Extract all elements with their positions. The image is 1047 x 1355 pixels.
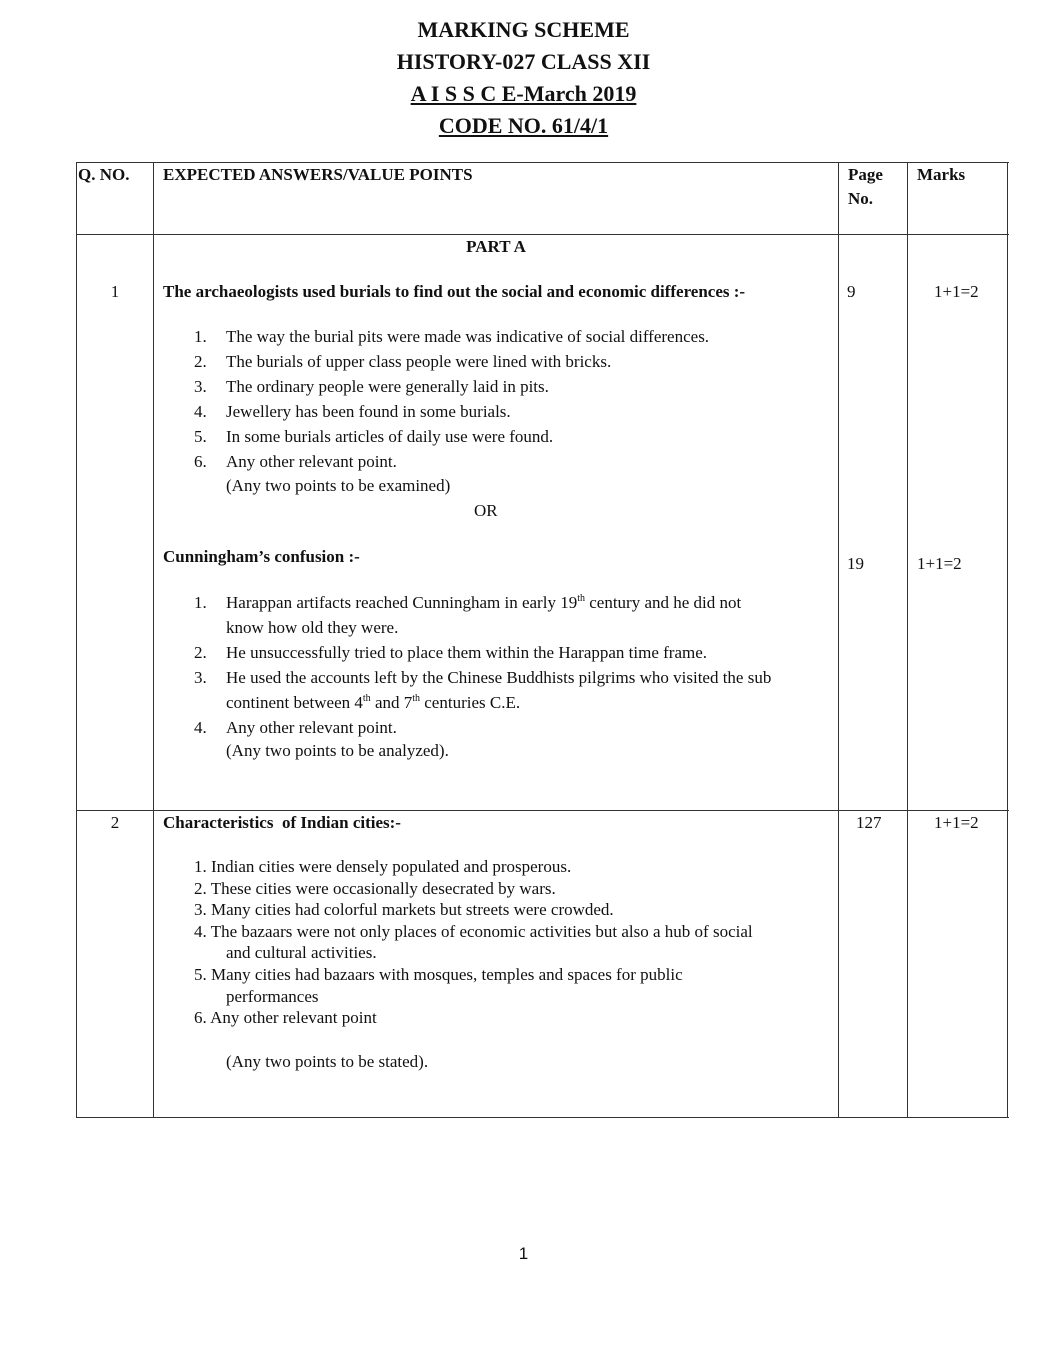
q1-point-number: 5. [194, 427, 207, 446]
q2-points [194, 856, 834, 1029]
page-number: 1 [518, 1244, 529, 1263]
q1-point-number: 6. [194, 452, 207, 471]
part-label: PART A [466, 237, 526, 256]
q2-point-number: 3. [194, 900, 207, 920]
table-border-left [76, 162, 77, 1118]
q1-point-text: Any other relevant point. [226, 452, 397, 471]
text-run: know how old they were. [226, 618, 399, 637]
q2-point-text: Many cities had colorful markets but streets were crowded. [211, 900, 614, 920]
q1-point-text: In some burials articles of daily use were found. [226, 427, 554, 446]
title-marking-scheme: MARKING SCHEME [417, 17, 630, 42]
q1-alt-point-text: He unsuccessfully tried to place them within the Harappan time frame. [226, 643, 708, 662]
text-run: Harappan artifacts reached Cunningham in early 19 [226, 593, 578, 612]
q2-point-number: 2. [194, 878, 207, 898]
header-qno: Q. NO. [78, 165, 130, 184]
q1-alt-point-number: 2. [194, 643, 207, 662]
list-item [194, 349, 834, 374]
table-border-bottom [76, 1117, 1009, 1118]
list-item [194, 964, 834, 986]
list-item [194, 590, 834, 640]
list-item [194, 424, 834, 449]
q1-point-number: 3. [194, 377, 207, 396]
q1-note: (Any two points to be examined) [226, 476, 451, 495]
q2-point-text: The bazaars were not only places of economic activities but also a hub of social [210, 921, 753, 941]
table-col-divider-2 [838, 162, 839, 1118]
list-item [194, 856, 834, 878]
superscript: th [362, 693, 371, 704]
q1-alt-point-number: 4. [194, 718, 207, 737]
title-code: CODE NO. 61/4/1 [438, 113, 609, 138]
q2-point-text: Any other relevant point [210, 1008, 377, 1028]
q1-marks: 1+1=2 [934, 282, 979, 301]
q1-point-text: The burials of upper class people were lined with bricks. [226, 352, 612, 371]
q1-page: 9 [847, 282, 856, 301]
q2-point-text: Many cities had bazaars with mosques, temples and spaces for public [211, 964, 683, 984]
q1-alt-point-text: Any other relevant point. [226, 718, 397, 737]
list-item [194, 449, 834, 474]
header-page-line1: Page [848, 165, 883, 184]
text-run: century and he did not [584, 593, 742, 612]
list-item [194, 374, 834, 399]
q1-point-text: The way the burial pits were made was indicative of social differences. [226, 327, 710, 346]
q1-alt-points [194, 590, 834, 740]
q1-alt-page: 19 [847, 554, 864, 573]
q1-alt-note: (Any two points to be analyzed). [226, 741, 449, 760]
superscript: th [577, 593, 585, 604]
superscript: th [412, 693, 421, 704]
q1-alt-point-number: 3. [194, 668, 207, 687]
list-item-continuation: performances [226, 986, 319, 1006]
list-item [194, 921, 834, 943]
text-run: continent between 4 [226, 693, 363, 712]
title-exam: A I S S C E-March 2019 [410, 81, 637, 106]
q2-marks: 1+1=2 [934, 813, 979, 832]
q2-page: 127 [856, 813, 882, 832]
table-border-right [1007, 162, 1008, 1118]
q1-point-text: The ordinary people were generally laid in pits. [226, 377, 549, 396]
q1-alt-point-number: 1. [194, 593, 207, 612]
q1-points [194, 324, 834, 474]
q1-point-number: 1. [194, 327, 207, 346]
q2-number: 2 [110, 813, 120, 832]
list-item [194, 899, 834, 921]
list-item [194, 399, 834, 424]
list-item [194, 640, 834, 665]
q2-point-number: 1. [194, 857, 207, 876]
list-item-continuation: and cultural activities. [226, 943, 377, 963]
header-marks: Marks [917, 165, 966, 184]
q2-point-number: 5. [194, 964, 207, 984]
q1-alt-point-text [226, 665, 834, 715]
header-page-line2: No. [848, 189, 874, 208]
table-col-divider-1 [153, 162, 154, 1118]
text-run: He used the accounts left by the Chinese Buddhists pilgrims who visited the sub [226, 668, 772, 687]
q1-alt-point-text [226, 590, 834, 640]
q1-point-number: 4. [194, 402, 207, 421]
title-subject: HISTORY-027 CLASS XII [396, 49, 651, 74]
text-run: and 7 [370, 693, 413, 712]
list-item [194, 878, 834, 900]
q2-point-text: These cities were occasionally desecrated by wars. [210, 878, 556, 898]
q2-point-text: Indian cities were densely populated and prosperous. [211, 857, 572, 876]
q2-heading: Characteristics of Indian cities:- [163, 813, 401, 832]
text-run: centuries C.E. [420, 693, 521, 712]
or-separator: OR [474, 501, 498, 520]
list-item [194, 665, 834, 715]
q2-point-number: 6. [194, 1008, 207, 1028]
q1-point-text: Jewellery has been found in some burials. [226, 402, 511, 421]
document-header [0, 14, 1047, 142]
table-col-divider-3 [907, 162, 908, 1118]
list-item [194, 1007, 834, 1029]
q1-alt-heading: Cunningham’s confusion :- [163, 547, 360, 566]
header-answers: EXPECTED ANSWERS/VALUE POINTS [163, 165, 473, 184]
q1-heading: The archaeologists used burials to find out the social and economic differences :- [163, 282, 746, 301]
list-item [194, 715, 834, 740]
list-item [194, 324, 834, 349]
q1-point-number: 2. [194, 352, 207, 371]
q2-point-number: 4. [194, 921, 207, 941]
q2-note: (Any two points to be stated). [226, 1052, 429, 1071]
q1-number: 1 [110, 282, 120, 301]
q1-alt-marks: 1+1=2 [917, 554, 962, 573]
